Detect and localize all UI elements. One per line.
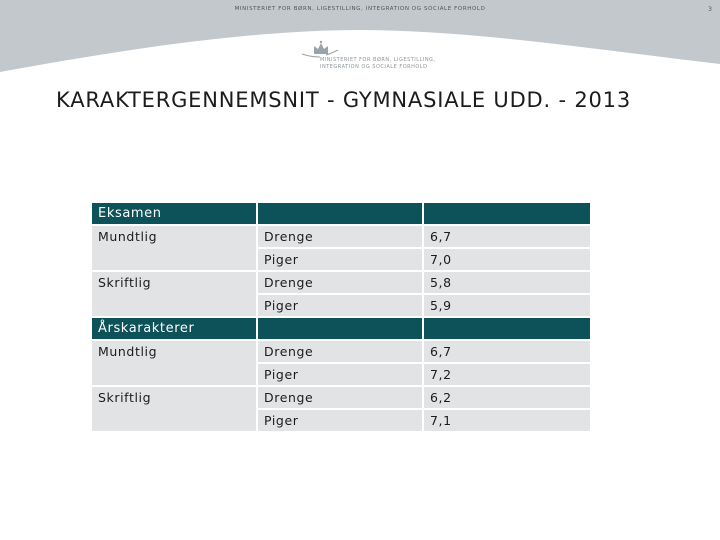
ministry-logo	[300, 40, 436, 72]
section-header-row	[92, 203, 590, 224]
category-cell: Skriftlig	[92, 387, 256, 431]
table-row	[92, 272, 590, 293]
table-row	[92, 341, 590, 362]
gender-cell: Piger	[258, 364, 422, 385]
logo-line-2: INTEGRATION OG SOCIALE FORHOLD	[320, 64, 428, 70]
category-cell: Skriftlig	[92, 272, 256, 316]
table-row	[92, 226, 590, 247]
gender-cell: Drenge	[258, 341, 422, 362]
logo-line-1: MINISTERIET FOR BØRN, LIGESTILLING,	[320, 57, 436, 63]
grade-value-cell: 6,7	[424, 226, 590, 247]
grades-table	[90, 201, 592, 433]
grade-value-cell: 6,7	[424, 341, 590, 362]
ministry-header-text: MINISTERIET FOR BØRN, LIGESTILLING, INTEGRATION OG SOCIALE FORHOLD	[234, 6, 486, 12]
grade-value-cell: 7,1	[424, 410, 590, 431]
grade-value-cell: 7,2	[424, 364, 590, 385]
grade-value-cell: 5,8	[424, 272, 590, 293]
section-header-row	[92, 318, 590, 339]
gender-cell: Piger	[258, 410, 422, 431]
grade-value-cell: 6,2	[424, 387, 590, 408]
grade-value-cell: 7,0	[424, 249, 590, 270]
gender-cell: Drenge	[258, 226, 422, 247]
page-number: 3	[708, 6, 712, 13]
category-cell: Mundtlig	[92, 226, 256, 270]
grade-value-cell: 5,9	[424, 295, 590, 316]
section-label: Årskarakterer	[92, 318, 256, 339]
gender-cell: Piger	[258, 249, 422, 270]
slide-title: KARAKTERGENNEMSNIT - GYMNASIALE UDD. - 2013	[56, 88, 631, 112]
section-header-cell-empty	[424, 203, 590, 224]
grades-table-body	[92, 203, 590, 431]
logo-text	[320, 57, 436, 71]
table-row	[92, 387, 590, 408]
gender-cell: Drenge	[258, 272, 422, 293]
category-cell: Mundtlig	[92, 341, 256, 385]
section-header-cell-empty	[258, 203, 422, 224]
section-label: Eksamen	[92, 203, 256, 224]
gender-cell: Piger	[258, 295, 422, 316]
section-header-cell-empty	[424, 318, 590, 339]
section-header-cell-empty	[258, 318, 422, 339]
gender-cell: Drenge	[258, 387, 422, 408]
